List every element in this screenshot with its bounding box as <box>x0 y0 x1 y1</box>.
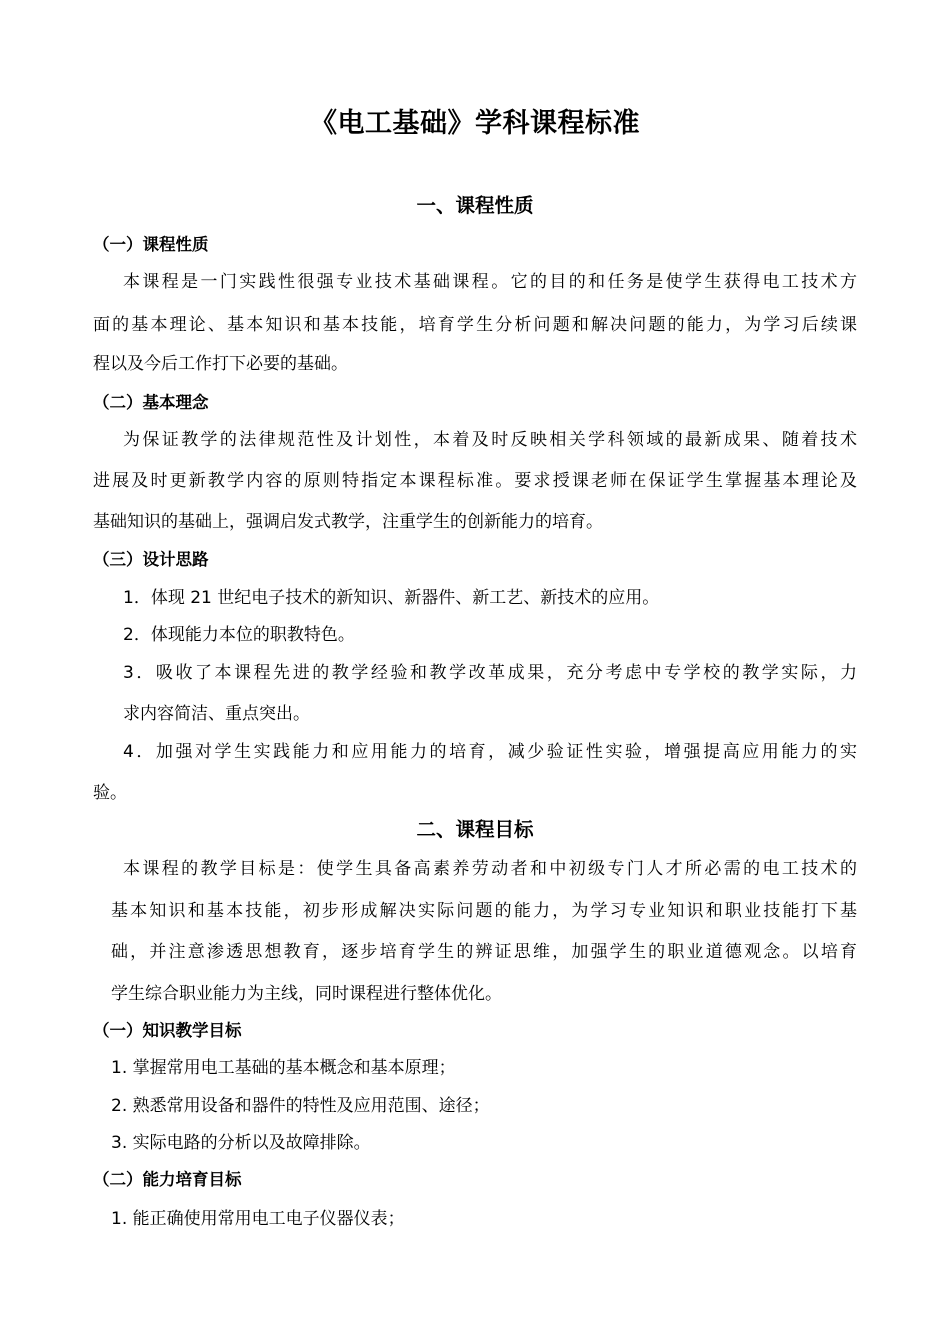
list-item: 1. 能正确使用常用电工电子仪器仪表； <box>111 1209 405 1229</box>
subheading-knowledge-goals: （一）知识教学目标 <box>93 1021 242 1040</box>
subheading-course-nature: （一）课程性质 <box>93 235 209 254</box>
section-title-course-nature: 一、课程性质 <box>416 194 534 217</box>
list-item: 3. 实际电路的分析以及故障排除。 <box>111 1133 371 1153</box>
list-item: 4．加强对学生实践能力和应用能力的培育，减少验证性实验，增强提高应用能力的实 <box>123 742 857 762</box>
paragraph-line: 本课程的教学目标是：使学生具备高素养劳动者和中初级专门人才所必需的电工技术的 <box>123 859 857 879</box>
subheading-design-idea: （三）设计思路 <box>93 550 209 569</box>
paragraph-line: 面的基本理论、基本知识和基本技能，培育学生分析问题和解决问题的能力，为学习后续课 <box>93 315 857 335</box>
list-item-continuation: 验。 <box>93 783 127 803</box>
section-title-course-goals: 二、课程目标 <box>416 818 534 841</box>
list-item-continuation: 求内容简洁、重点突出。 <box>123 704 310 724</box>
document-title: 《电工基础》学科课程标准 <box>310 108 640 139</box>
paragraph-line: 基础知识的基础上，强调启发式教学，注重学生的创新能力的培育。 <box>93 512 603 532</box>
list-item: 3．吸收了本课程先进的教学经验和教学改革成果，充分考虑中专学校的教学实际，力 <box>123 663 857 683</box>
paragraph-line: 程以及今后工作打下必要的基础。 <box>93 354 348 374</box>
list-item: 1. 掌握常用电工基础的基本概念和基本原理； <box>111 1058 456 1078</box>
paragraph-line: 础，并注意渗透思想教育，逐步培育学生的辨证思维，加强学生的职业道德观念。以培育 <box>111 942 857 962</box>
subheading-basic-concept: （二）基本理念 <box>93 393 209 412</box>
paragraph-line: 进展及时更新教学内容的原则特指定本课程标准。要求授课老师在保证学生掌握基本理论及 <box>93 471 857 491</box>
list-item: 2．体现能力本位的职教特色。 <box>123 625 355 645</box>
paragraph-line: 学生综合职业能力为主线，同时课程进行整体优化。 <box>111 984 502 1004</box>
list-item: 2. 熟悉常用设备和器件的特性及应用范围、途径； <box>111 1096 490 1116</box>
list-item: 1．体现 21 世纪电子技术的新知识、新器件、新工艺、新技术的应用。 <box>123 588 660 608</box>
paragraph-line: 为保证教学的法律规范性及计划性，本着及时反映相关学科领域的最新成果、随着技术 <box>123 430 857 450</box>
subheading-ability-goals: （二）能力培育目标 <box>93 1170 242 1189</box>
paragraph-line: 本课程是一门实践性很强专业技术基础课程。它的目的和任务是使学生获得电工技术方 <box>123 272 857 292</box>
paragraph-line: 基本知识和基本技能，初步形成解决实际问题的能力，为学习专业知识和职业技能打下基 <box>111 901 857 921</box>
